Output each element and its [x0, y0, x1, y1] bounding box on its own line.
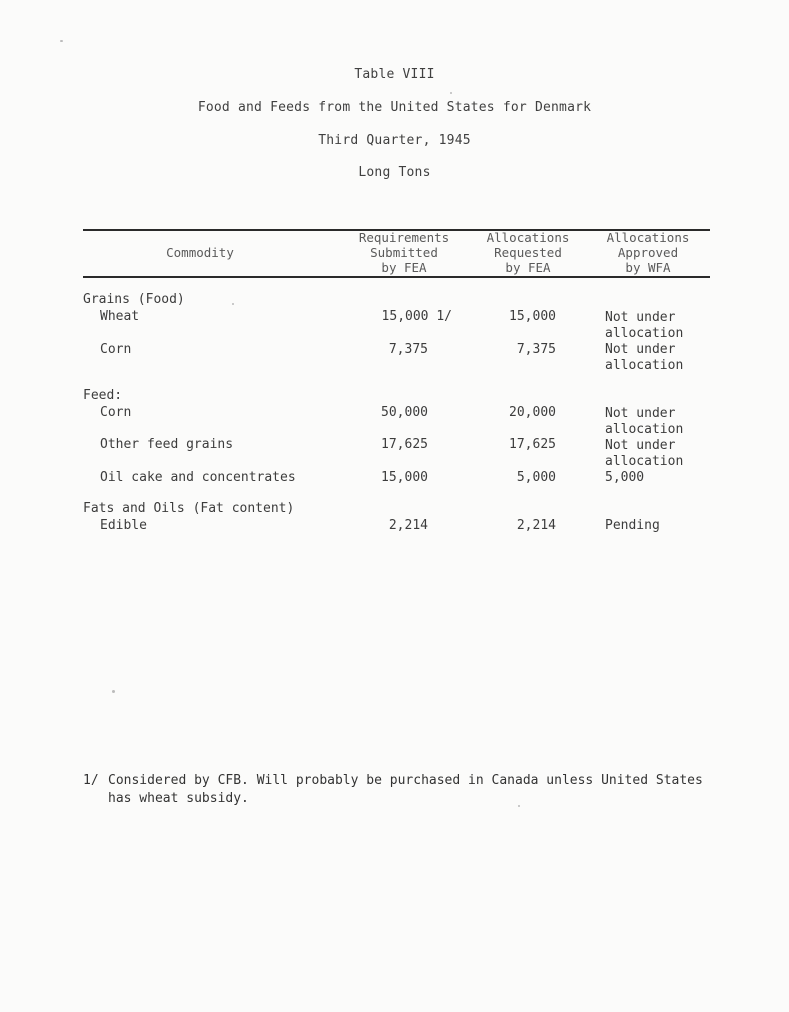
row-approved-corn-food: Not under allocation — [605, 342, 684, 373]
row-requirements-corn-food: 7,375 — [388, 342, 428, 357]
row-requirements-corn-feed: 50,000 — [381, 405, 428, 420]
header-commodity: Commodity — [166, 245, 234, 260]
row-requested-corn-feed: 20,000 — [509, 405, 556, 420]
row-requirements-edible: 2,214 — [388, 518, 428, 533]
row-commodity-wheat: Wheat — [100, 309, 140, 324]
row-approved-other-feed-grains: Not under allocation — [605, 438, 684, 469]
footnote-line-1: Considered by CFB. Will probably be purchased in Canada unless United States — [108, 773, 703, 788]
footnote-mark: 1/ — [83, 773, 99, 788]
row-requirements-oil-cake: 15,000 — [381, 470, 428, 485]
row-commodity-edible: Edible — [100, 518, 147, 533]
paper-speck — [60, 40, 63, 42]
row-commodity-other-feed-grains: Other feed grains — [100, 437, 234, 452]
row-commodity-corn-food: Corn — [100, 342, 132, 357]
header-approved: Allocations Approved by WFA — [606, 230, 690, 275]
table-number: Table VIII — [354, 67, 435, 82]
table-header-rule — [83, 276, 710, 278]
row-requested-edible: 2,214 — [516, 518, 556, 533]
row-commodity-corn-feed: Corn — [100, 405, 132, 420]
paper-speck — [112, 690, 115, 693]
row-approved-corn-feed: Not under allocation — [605, 406, 684, 437]
row-requested-corn-food: 7,375 — [516, 342, 556, 357]
header-requirements: Requirements Submitted by FEA — [358, 230, 450, 275]
row-requested-other-feed-grains: 17,625 — [509, 437, 556, 452]
table-period: Third Quarter, 1945 — [318, 133, 471, 148]
row-commodity-oil-cake: Oil cake and concentrates — [100, 470, 296, 485]
group-label-grains: Grains (Food) — [83, 292, 185, 307]
row-approved-oil-cake: 5,000 — [605, 470, 645, 485]
row-requested-oil-cake: 5,000 — [516, 470, 556, 485]
paper-speck — [450, 92, 452, 94]
row-approved-wheat: Not under allocation — [605, 310, 684, 341]
row-requirements-wheat: 15,000 1/ — [381, 309, 452, 324]
footnote-line-2: has wheat subsidy. — [108, 791, 249, 806]
header-requested: Allocations Requested by FEA — [486, 230, 570, 275]
table-title: Food and Feeds from the United States for Denmark — [197, 100, 592, 115]
row-requirements-other-feed-grains: 17,625 — [381, 437, 428, 452]
row-requested-wheat: 15,000 — [509, 309, 556, 324]
paper-speck — [232, 303, 234, 305]
group-label-fats-oils: Fats and Oils (Fat content) — [83, 501, 295, 516]
table-unit: Long Tons — [358, 165, 431, 180]
paper-speck — [518, 805, 520, 807]
row-approved-edible: Pending — [605, 518, 660, 533]
group-label-feed: Feed: — [83, 388, 123, 403]
